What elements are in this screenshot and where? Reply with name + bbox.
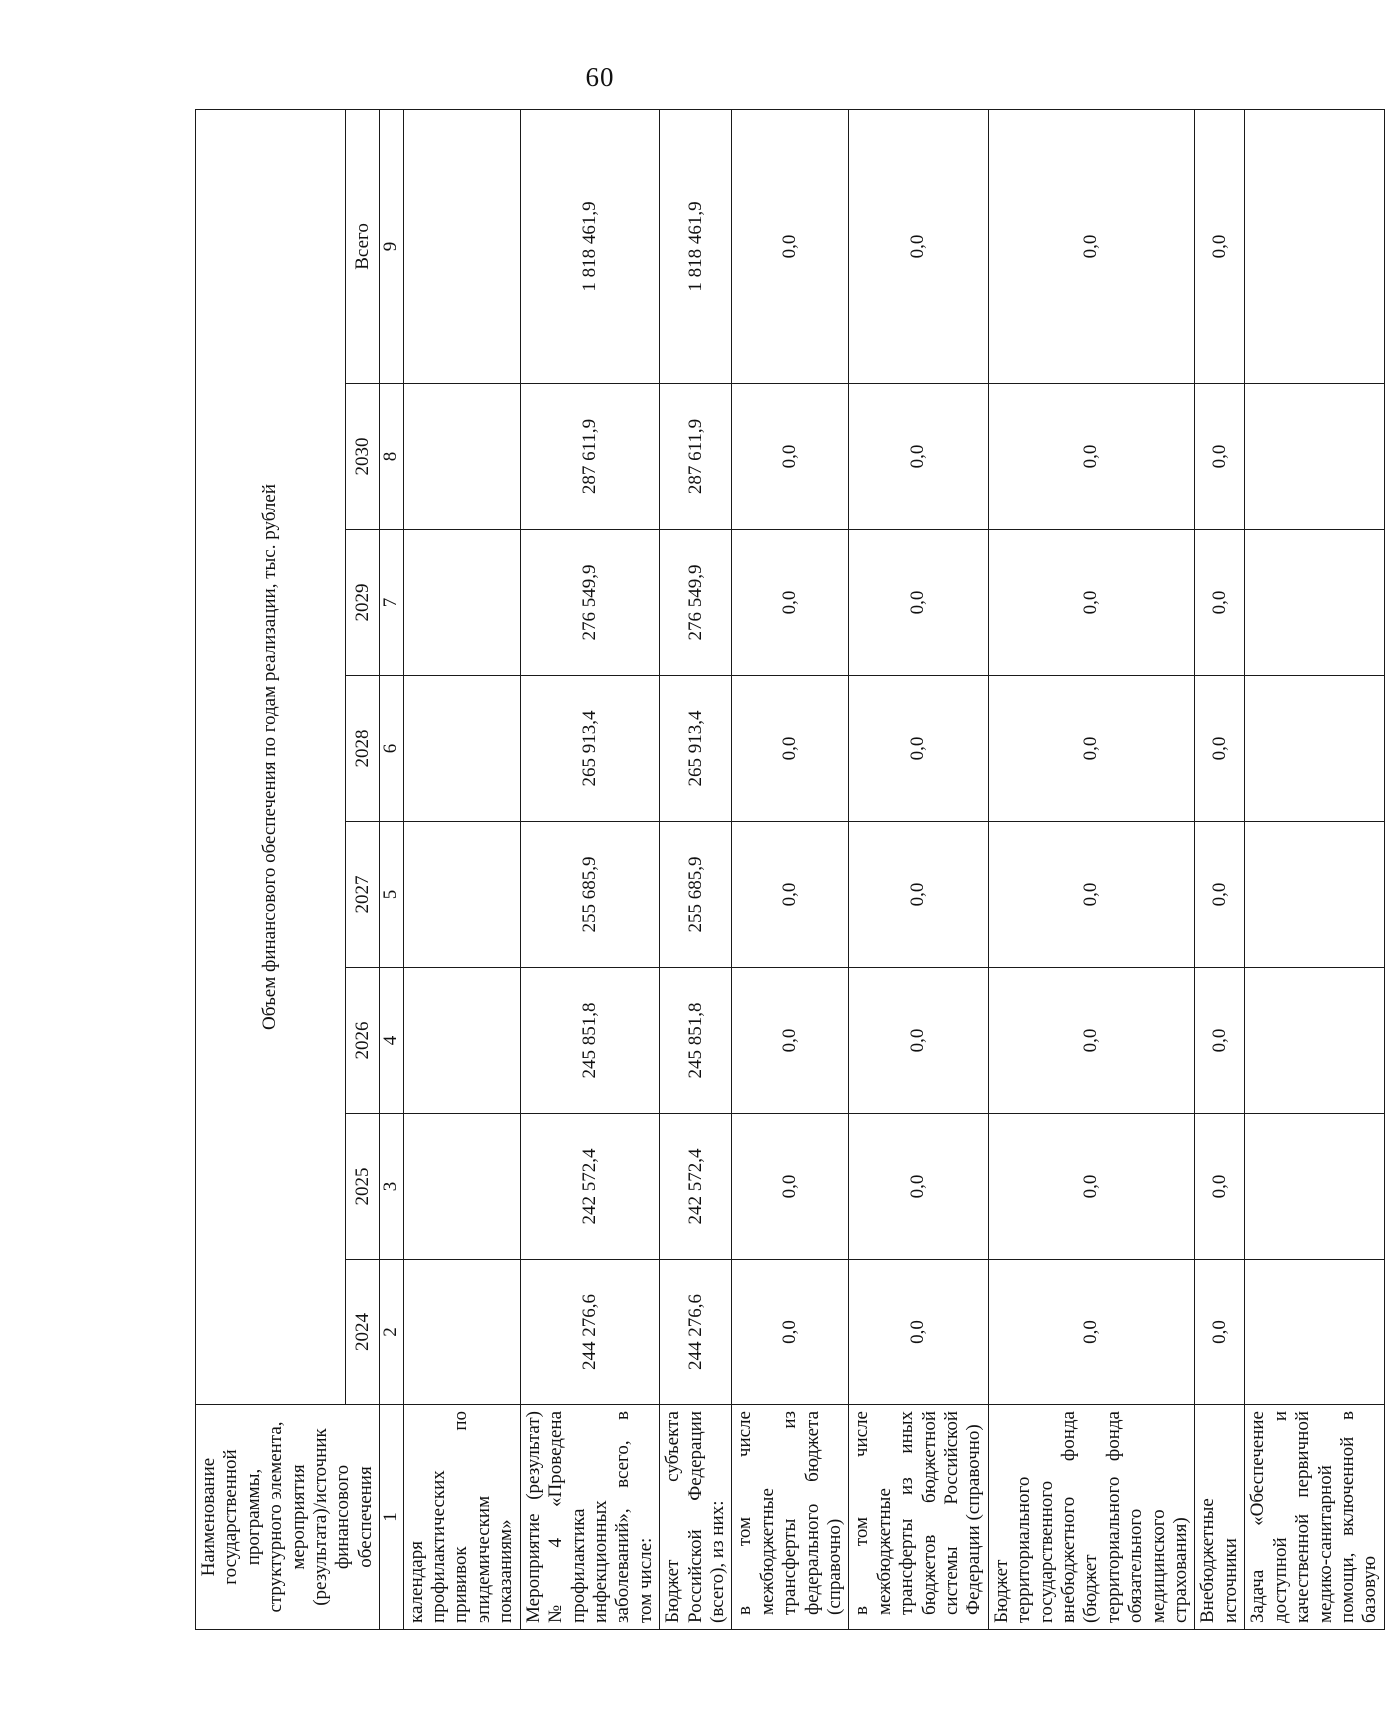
row-value: 0,0 xyxy=(849,530,988,676)
row-value: 245 851,8 xyxy=(520,968,659,1114)
row-name: Задача «Обеспечение доступной и качественной первичной медико-санитарной помощи, включенной в базовую xyxy=(1245,1405,1384,1630)
row-value: 0,0 xyxy=(849,822,988,968)
row-value: 0,0 xyxy=(732,384,849,530)
header-year: 2028 xyxy=(346,676,380,822)
row-value: 0,0 xyxy=(988,968,1195,1114)
header-row-title xyxy=(196,109,346,1629)
row-value: 265 913,4 xyxy=(520,676,659,822)
row-value: 1 818 461,9 xyxy=(660,109,732,383)
header-row-numbers xyxy=(380,109,403,1629)
row-value: 0,0 xyxy=(849,109,988,383)
row-value: 0,0 xyxy=(732,1260,849,1405)
row-value: 0,0 xyxy=(1195,1114,1245,1260)
header-col-number: 3 xyxy=(380,1114,403,1260)
row-value xyxy=(403,1260,520,1405)
row-value: 0,0 xyxy=(1195,109,1245,383)
row-value: 0,0 xyxy=(732,676,849,822)
table-row xyxy=(1195,109,1245,1629)
row-value xyxy=(403,968,520,1114)
row-value: 276 549,9 xyxy=(660,530,732,676)
row-name: календаря профилактических прививок по эпидемическим показаниям» xyxy=(403,1405,520,1630)
row-value: 0,0 xyxy=(1195,384,1245,530)
row-value: 0,0 xyxy=(988,1260,1195,1405)
header-year-total: Всего xyxy=(346,109,380,383)
row-value xyxy=(1245,822,1384,968)
row-value: 0,0 xyxy=(1195,968,1245,1114)
row-value: 0,0 xyxy=(988,822,1195,968)
table-row xyxy=(520,109,659,1629)
row-name: Бюджет субъекта Российской Федерации (всего), из них: xyxy=(660,1405,732,1630)
row-name: в том числе межбюджетные трансферты из федерального бюджета (справочно) xyxy=(732,1405,849,1630)
row-value: 0,0 xyxy=(732,1114,849,1260)
row-value xyxy=(1245,968,1384,1114)
row-value xyxy=(1245,1114,1384,1260)
row-name: в том числе межбюджетные трансферты из иных бюджетов бюджетной системы Российской Федерации (справочно) xyxy=(849,1405,988,1630)
row-name: Внебюджетные источники xyxy=(1195,1405,1245,1630)
header-row-years xyxy=(346,109,380,1629)
header-col-volume: Объем финансового обеспечения по годам реализации, тыс. рублей xyxy=(196,109,346,1404)
row-value: 0,0 xyxy=(988,1114,1195,1260)
row-value xyxy=(403,530,520,676)
header-col-number: 5 xyxy=(380,822,403,968)
header-col-number: 8 xyxy=(380,384,403,530)
header-year: 2025 xyxy=(346,1114,380,1260)
row-value: 242 572,4 xyxy=(520,1114,659,1260)
table-row xyxy=(732,109,849,1629)
row-value xyxy=(403,384,520,530)
row-value: 276 549,9 xyxy=(520,530,659,676)
row-value: 0,0 xyxy=(988,676,1195,822)
row-value: 0,0 xyxy=(849,1260,988,1405)
header-year: 2026 xyxy=(346,968,380,1114)
row-value: 0,0 xyxy=(732,822,849,968)
row-value: 0,0 xyxy=(849,968,988,1114)
header-year: 2029 xyxy=(346,530,380,676)
row-name: Бюджет территориального государственного внебюджетного фонда (бюджет территориального фонда обязательного медицинского страхования) xyxy=(988,1405,1195,1630)
row-value xyxy=(1245,384,1384,530)
table-row xyxy=(1245,109,1384,1629)
row-value: 255 685,9 xyxy=(520,822,659,968)
row-value: 245 851,8 xyxy=(660,968,732,1114)
table-row xyxy=(660,109,732,1629)
page-number: 60 xyxy=(585,62,615,92)
header-col-name: Наименование государственной программы, структурного элемента, мероприятия (результата)/источник финансового обеспечения xyxy=(196,1405,380,1630)
header-col-number: 7 xyxy=(380,530,403,676)
header-col-number: 2 xyxy=(380,1260,403,1405)
header-col-number: 6 xyxy=(380,676,403,822)
table-row xyxy=(849,109,988,1629)
row-value: 0,0 xyxy=(732,109,849,383)
financing-table-frame xyxy=(195,110,1381,1630)
row-value xyxy=(403,822,520,968)
header-year: 2024 xyxy=(346,1260,380,1405)
table-row xyxy=(988,109,1195,1629)
row-value: 242 572,4 xyxy=(660,1114,732,1260)
row-value: 0,0 xyxy=(732,530,849,676)
table-row xyxy=(403,109,520,1629)
row-value: 0,0 xyxy=(988,109,1195,383)
header-col-number: 4 xyxy=(380,968,403,1114)
row-value: 0,0 xyxy=(849,384,988,530)
row-value xyxy=(1245,109,1384,383)
header-year: 2027 xyxy=(346,822,380,968)
row-value xyxy=(1245,530,1384,676)
row-value: 0,0 xyxy=(849,1114,988,1260)
header-year: 2030 xyxy=(346,384,380,530)
row-value: 0,0 xyxy=(732,968,849,1114)
row-value: 0,0 xyxy=(988,384,1195,530)
row-value: 0,0 xyxy=(1195,530,1245,676)
row-value: 0,0 xyxy=(1195,1260,1245,1405)
row-value: 255 685,9 xyxy=(660,822,732,968)
row-value xyxy=(403,109,520,383)
row-value: 1 818 461,9 xyxy=(520,109,659,383)
row-value: 0,0 xyxy=(988,530,1195,676)
financing-table xyxy=(195,109,1385,1630)
row-value xyxy=(403,676,520,822)
row-value xyxy=(1245,676,1384,822)
row-value: 244 276,6 xyxy=(660,1260,732,1405)
rotated-table-container xyxy=(195,110,1381,1630)
header-col-number: 1 xyxy=(380,1405,403,1630)
header-col-number: 9 xyxy=(380,109,403,383)
row-value: 244 276,6 xyxy=(520,1260,659,1405)
row-name: Мероприятие (результат) № 4 «Проведена профилактика инфекционных заболеваний», всего, в том числе: xyxy=(520,1405,659,1630)
row-value xyxy=(403,1114,520,1260)
row-value xyxy=(1245,1260,1384,1405)
row-value: 265 913,4 xyxy=(660,676,732,822)
row-value: 0,0 xyxy=(1195,822,1245,968)
row-value: 0,0 xyxy=(849,676,988,822)
row-value: 0,0 xyxy=(1195,676,1245,822)
row-value: 287 611,9 xyxy=(660,384,732,530)
row-value: 287 611,9 xyxy=(520,384,659,530)
